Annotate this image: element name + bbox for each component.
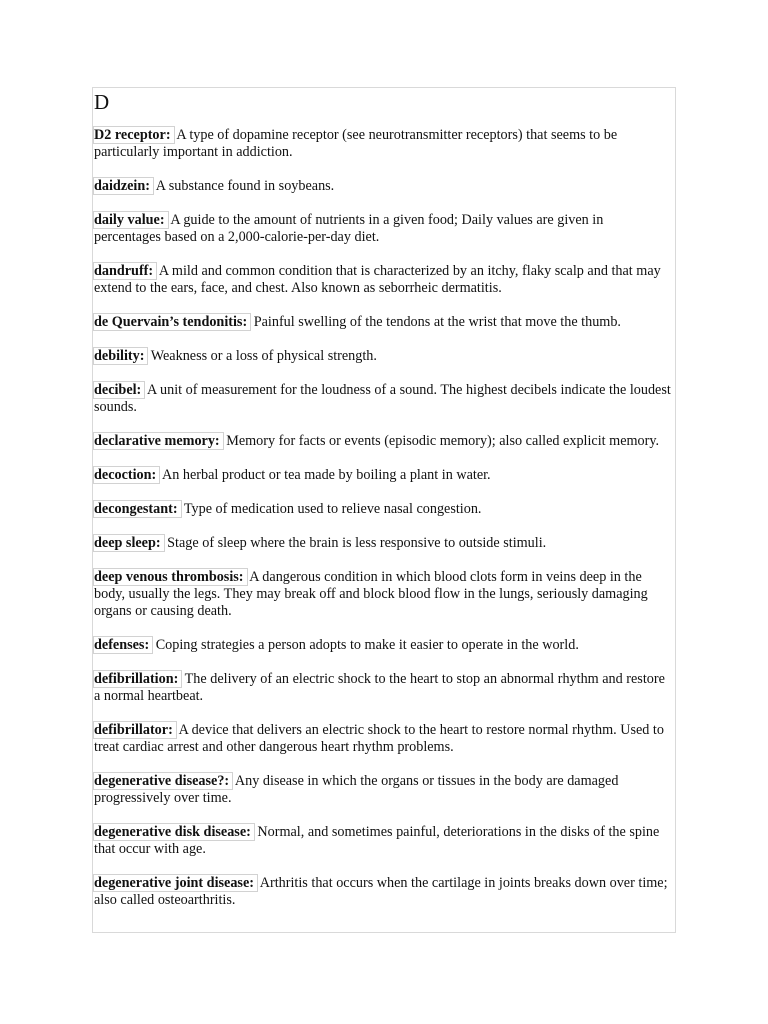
entry-term: debility: (94, 348, 147, 364)
entry-definition: A substance found in soybeans. (155, 178, 335, 194)
entry-definition: Memory for facts or events (episodic memory); also called explicit memory. (226, 433, 660, 449)
glossary-entry (93, 212, 675, 246)
entry-definition: Type of medication used to relieve nasal congestion. (183, 501, 482, 517)
entry-term: decibel: (94, 382, 144, 398)
entry-term: de Quervain’s tendonitis: (94, 314, 250, 330)
glossary-entry (93, 569, 675, 620)
entry-term: defibrillation: (94, 671, 181, 687)
glossary-entry (93, 178, 675, 195)
glossary-entry (93, 348, 675, 365)
entry-definition: A guide to the amount of nutrients in a given food; Daily values are given in percentages based on a 2,000-calorie-per-day diet. (94, 212, 604, 245)
entry-definition: A unit of measurement for the loudness of a sound. The highest decibels indicate the loudest sounds. (94, 382, 671, 415)
glossary-entry (93, 382, 675, 416)
entry-term: declarative memory: (94, 433, 223, 449)
entry-definition: A mild and common condition that is characterized by an itchy, flaky scalp and that may extend to the ears, face, and chest. Also known as seborrheic dermatitis. (94, 263, 661, 296)
entry-term: defenses: (94, 637, 152, 653)
glossary-entry (93, 875, 675, 909)
glossary-entry (93, 824, 675, 858)
entry-definition: The delivery of an electric shock to the heart to stop an abnormal rhythm and restore a normal heartbeat. (94, 671, 665, 704)
glossary-entry (93, 467, 675, 484)
document-page (92, 87, 676, 933)
glossary-entry (93, 501, 675, 518)
entry-term: daidzein: (94, 178, 153, 194)
entry-term: deep sleep: (94, 535, 164, 551)
entry-definition: Coping strategies a person adopts to make it easier to operate in the world. (155, 637, 579, 653)
entry-term: defibrillator: (94, 722, 176, 738)
entry-definition: Normal, and sometimes painful, deteriorations in the disks of the spine that occur with age. (94, 824, 660, 857)
glossary-entry (93, 535, 675, 552)
glossary-entry (93, 671, 675, 705)
glossary-entry (93, 314, 675, 331)
entry-term: deep venous thrombosis: (94, 569, 247, 585)
entry-definition: Painful swelling of the tendons at the wrist that move the thumb. (253, 314, 621, 330)
entry-term: dandruff: (94, 263, 156, 279)
section-letter: D (94, 90, 110, 114)
entry-definition: A type of dopamine receptor (see neurotransmitter receptors) that seems to be particularly important in addiction. (94, 127, 618, 160)
glossary-entry (93, 637, 675, 654)
glossary-entry (93, 722, 675, 756)
entry-term: degenerative joint disease: (94, 875, 257, 891)
entry-definition: A dangerous condition in which blood clots form in veins deep in the body, usually the legs. They may break off and block blood flow in the lungs, seriously damaging organs or causing death. (94, 569, 648, 619)
glossary-entry (93, 127, 675, 161)
entry-term: degenerative disk disease: (94, 824, 254, 840)
entry-definition: Arthritis that occurs when the cartilage in joints breaks down over time; also called osteoarthritis. (94, 875, 668, 908)
entry-term: D2 receptor: (94, 127, 174, 143)
entry-term: decongestant: (94, 501, 181, 517)
entry-term: degenerative disease?: (94, 773, 232, 789)
entry-definition: Any disease in which the organs or tissues in the body are damaged progressively over time. (94, 773, 619, 806)
entry-term: daily value: (94, 212, 168, 228)
glossary-entry (93, 773, 675, 807)
glossary-entry (93, 263, 675, 297)
entry-term: decoction: (94, 467, 159, 483)
entry-definition: An herbal product or tea made by boiling a plant in water. (162, 467, 491, 483)
entry-definition: A device that delivers an electric shock to the heart to restore normal rhythm. Used to treat cardiac arrest and other dangerous heart rhythm problems. (94, 722, 664, 755)
entry-definition: Stage of sleep where the brain is less responsive to outside stimuli. (167, 535, 547, 551)
glossary-entry (93, 433, 675, 450)
entry-definition: Weakness or a loss of physical strength. (150, 348, 377, 364)
